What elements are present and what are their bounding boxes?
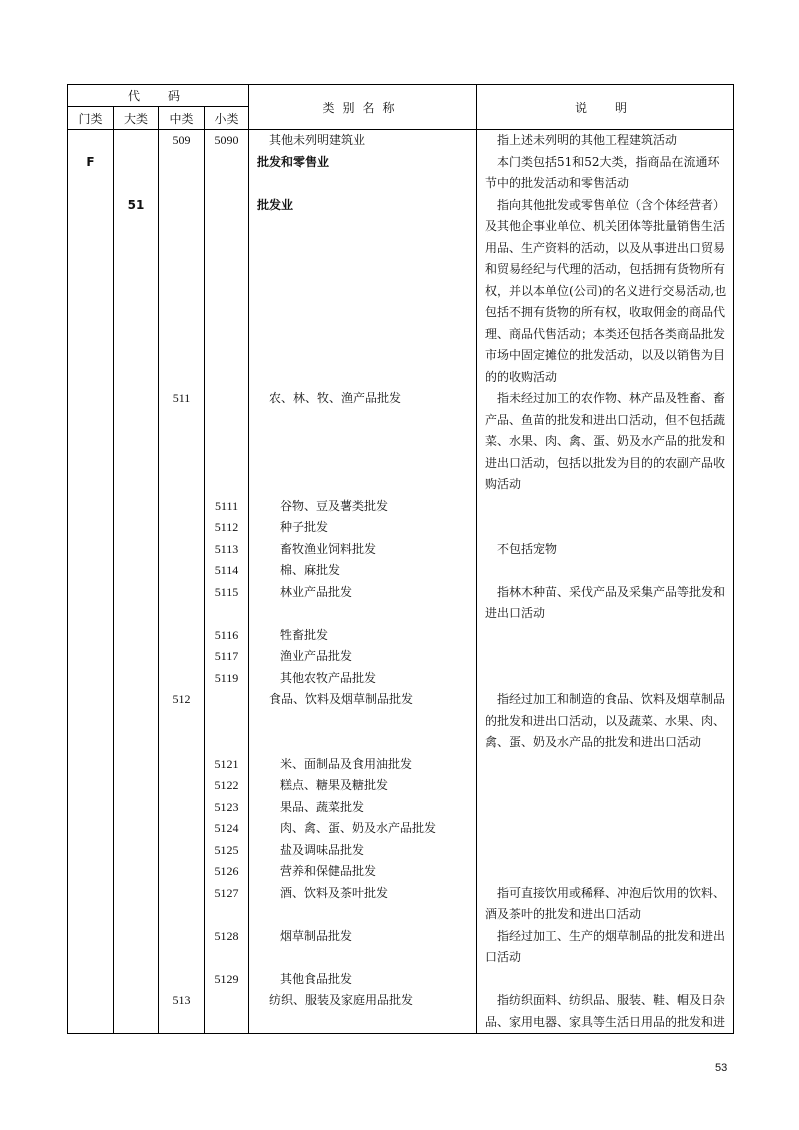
xiaolei-cell: 5111	[205, 496, 249, 518]
name-cell: 酒、饮料及茶叶批发	[249, 883, 477, 926]
name-cell: 林业产品批发	[249, 582, 477, 625]
xiaolei-cell: 5116	[205, 625, 249, 647]
zhonglei-cell	[159, 883, 205, 926]
menlei-cell	[68, 130, 114, 152]
menlei-cell	[68, 797, 114, 819]
xiaolei-cell: 5121	[205, 754, 249, 776]
menlei-cell	[68, 861, 114, 883]
zhonglei-cell: 511	[159, 388, 205, 496]
table-row	[68, 646, 734, 668]
zhonglei-cell	[159, 775, 205, 797]
name-cell: 农、林、牧、渔产品批发	[249, 388, 477, 496]
name-cell: 烟草制品批发	[249, 926, 477, 969]
dalei-cell	[114, 582, 159, 625]
desc-cell	[477, 560, 734, 582]
table-row	[68, 689, 734, 754]
xiaolei-cell: 5122	[205, 775, 249, 797]
desc-cell: 指上述未列明的其他工程建筑活动	[477, 130, 734, 152]
table-row	[68, 496, 734, 518]
zhonglei-cell	[159, 754, 205, 776]
desc-cell	[477, 969, 734, 991]
desc-cell: 指未经过加工的农作物、林产品及牲畜、畜产品、鱼苗的批发和进出口活动，但不包括蔬菜、水果、肉、禽、蛋、奶及水产品的批发和进出口活动，包括以批发为目的的农副产品收购活动	[477, 388, 734, 496]
dalei-cell	[114, 818, 159, 840]
menlei-cell	[68, 926, 114, 969]
table-row	[68, 990, 734, 1034]
table-row	[68, 388, 734, 496]
table-row	[68, 775, 734, 797]
desc-cell	[477, 861, 734, 883]
desc-cell: 指经过加工和制造的食品、饮料及烟草制品的批发和进出口活动，以及蔬菜、水果、肉、禽、蛋、奶及水产品的批发和进出口活动	[477, 689, 734, 754]
xiaolei-cell	[205, 152, 249, 195]
table-row	[68, 883, 734, 926]
xiaolei-cell	[205, 689, 249, 754]
name-cell: 食品、饮料及烟草制品批发	[249, 689, 477, 754]
menlei-cell	[68, 496, 114, 518]
menlei-cell	[68, 990, 114, 1034]
table-row	[68, 840, 734, 862]
dalei-cell	[114, 883, 159, 926]
zhonglei-header: 中类	[159, 107, 205, 130]
xiaolei-cell: 5125	[205, 840, 249, 862]
xiaolei-cell	[205, 195, 249, 389]
menlei-cell	[68, 754, 114, 776]
dalei-cell	[114, 797, 159, 819]
menlei-cell	[68, 539, 114, 561]
name-cell: 棉、麻批发	[249, 560, 477, 582]
table-row	[68, 130, 734, 152]
zhonglei-cell	[159, 926, 205, 969]
menlei-cell	[68, 775, 114, 797]
zhonglei-cell	[159, 818, 205, 840]
xiaolei-cell: 5115	[205, 582, 249, 625]
menlei-cell	[68, 969, 114, 991]
desc-cell: 指经过加工、生产的烟草制品的批发和进出口活动	[477, 926, 734, 969]
zhonglei-cell	[159, 496, 205, 518]
name-cell: 渔业产品批发	[249, 646, 477, 668]
xiaolei-cell: 5128	[205, 926, 249, 969]
xiaolei-cell: 5119	[205, 668, 249, 690]
menlei-cell	[68, 625, 114, 647]
name-cell: 批发业	[249, 195, 477, 389]
dalei-cell	[114, 130, 159, 152]
desc-cell	[477, 496, 734, 518]
name-cell: 肉、禽、蛋、奶及水产品批发	[249, 818, 477, 840]
desc-cell	[477, 818, 734, 840]
desc-cell	[477, 668, 734, 690]
name-header: 类别名称	[249, 85, 477, 130]
desc-cell	[477, 517, 734, 539]
zhonglei-cell	[159, 668, 205, 690]
table-row	[68, 969, 734, 991]
dalei-cell	[114, 754, 159, 776]
desc-cell	[477, 797, 734, 819]
name-cell: 米、面制品及食用油批发	[249, 754, 477, 776]
name-cell: 糕点、糖果及糖批发	[249, 775, 477, 797]
dalei-cell	[114, 840, 159, 862]
menlei-cell	[68, 582, 114, 625]
xiaolei-cell: 5117	[205, 646, 249, 668]
menlei-cell	[68, 517, 114, 539]
desc-cell: 指向其他批发或零售单位（含个体经营者）及其他企事业单位、机关团体等批量销售生活用品、生产资料的活动，以及从事进出口贸易和贸易经纪与代理的活动，包括拥有货物所有权，并以本单位(公司)的名义进行交易活动,也包括不拥有货物的所有权，收取佣金的商品代理、商品代售活动；本类还包括各类商品批发市场中固定摊位的批发活动，以及以销售为目的的收购活动	[477, 195, 734, 389]
zhonglei-cell	[159, 560, 205, 582]
name-cell: 谷物、豆及薯类批发	[249, 496, 477, 518]
desc-cell	[477, 775, 734, 797]
dalei-cell	[114, 969, 159, 991]
desc-cell: 指可直接饮用或稀释、冲泡后饮用的饮料、酒及茶叶的批发和进出口活动	[477, 883, 734, 926]
name-cell: 果品、蔬菜批发	[249, 797, 477, 819]
xiaolei-cell: 5113	[205, 539, 249, 561]
zhonglei-cell: 512	[159, 689, 205, 754]
table-row	[68, 582, 734, 625]
zhonglei-cell	[159, 539, 205, 561]
xiaolei-cell: 5114	[205, 560, 249, 582]
name-cell: 牲畜批发	[249, 625, 477, 647]
table-row	[68, 152, 734, 195]
zhonglei-cell: 509	[159, 130, 205, 152]
zhonglei-cell	[159, 625, 205, 647]
dalei-cell	[114, 539, 159, 561]
xiaolei-cell: 5123	[205, 797, 249, 819]
menlei-cell	[68, 689, 114, 754]
name-cell: 纺织、服装及家庭用品批发	[249, 990, 477, 1034]
xiaolei-cell: 5124	[205, 818, 249, 840]
menlei-cell: F	[68, 152, 114, 195]
table-body	[68, 130, 734, 1034]
table-row	[68, 517, 734, 539]
menlei-cell	[68, 560, 114, 582]
zhonglei-cell	[159, 969, 205, 991]
desc-header: 说 明	[477, 85, 734, 130]
table-row	[68, 668, 734, 690]
xiaolei-cell: 5090	[205, 130, 249, 152]
desc-cell: 不包括宠物	[477, 539, 734, 561]
table-row	[68, 926, 734, 969]
dalei-cell	[114, 861, 159, 883]
name-cell: 营养和保健品批发	[249, 861, 477, 883]
table-row	[68, 797, 734, 819]
dalei-cell	[114, 388, 159, 496]
zhonglei-cell	[159, 517, 205, 539]
dalei-cell	[114, 646, 159, 668]
table-row	[68, 861, 734, 883]
dalei-header: 大类	[114, 107, 159, 130]
zhonglei-cell	[159, 840, 205, 862]
menlei-cell	[68, 818, 114, 840]
xiaolei-cell	[205, 990, 249, 1034]
classification-table	[67, 84, 734, 1034]
name-cell: 畜牧渔业饲料批发	[249, 539, 477, 561]
zhonglei-cell	[159, 797, 205, 819]
desc-cell	[477, 625, 734, 647]
xiaolei-cell: 5126	[205, 861, 249, 883]
zhonglei-cell	[159, 582, 205, 625]
zhonglei-cell	[159, 152, 205, 195]
menlei-cell	[68, 668, 114, 690]
desc-cell: 指纺织面料、纺织品、服装、鞋、帽及日杂品、家用电器、家具等生活日用品的批发和进	[477, 990, 734, 1034]
dalei-cell	[114, 668, 159, 690]
dalei-cell	[114, 625, 159, 647]
menlei-cell	[68, 195, 114, 389]
xiaolei-cell: 5129	[205, 969, 249, 991]
desc-cell	[477, 840, 734, 862]
zhonglei-cell: 513	[159, 990, 205, 1034]
dalei-cell	[114, 517, 159, 539]
name-cell: 种子批发	[249, 517, 477, 539]
dalei-cell	[114, 775, 159, 797]
zhonglei-cell	[159, 195, 205, 389]
table-row	[68, 560, 734, 582]
desc-cell	[477, 754, 734, 776]
table-row	[68, 539, 734, 561]
dalei-cell	[114, 926, 159, 969]
menlei-cell	[68, 840, 114, 862]
desc-cell: 指林木种苗、采伐产品及采集产品等批发和进出口活动	[477, 582, 734, 625]
dalei-cell	[114, 152, 159, 195]
name-cell: 其他未列明建筑业	[249, 130, 477, 152]
menlei-cell	[68, 646, 114, 668]
zhonglei-cell	[159, 861, 205, 883]
zhonglei-cell	[159, 646, 205, 668]
dalei-cell	[114, 689, 159, 754]
table-row	[68, 195, 734, 389]
menlei-cell	[68, 883, 114, 926]
table-row	[68, 818, 734, 840]
xiaolei-cell: 5127	[205, 883, 249, 926]
desc-cell: 本门类包括51和52大类，指商品在流通环节中的批发活动和零售活动	[477, 152, 734, 195]
menlei-header: 门类	[68, 107, 114, 130]
dalei-cell	[114, 560, 159, 582]
desc-cell	[477, 646, 734, 668]
table-row	[68, 754, 734, 776]
name-cell: 其他食品批发	[249, 969, 477, 991]
xiaolei-cell	[205, 388, 249, 496]
dalei-cell	[114, 990, 159, 1034]
table-row	[68, 625, 734, 647]
name-cell: 盐及调味品批发	[249, 840, 477, 862]
page-number: 53	[715, 1062, 728, 1074]
name-cell: 其他农牧产品批发	[249, 668, 477, 690]
code-header: 代 码	[68, 85, 249, 107]
xiaolei-header: 小类	[205, 107, 249, 130]
dalei-cell: 51	[114, 195, 159, 389]
dalei-cell	[114, 496, 159, 518]
name-cell: 批发和零售业	[249, 152, 477, 195]
menlei-cell	[68, 388, 114, 496]
xiaolei-cell: 5112	[205, 517, 249, 539]
